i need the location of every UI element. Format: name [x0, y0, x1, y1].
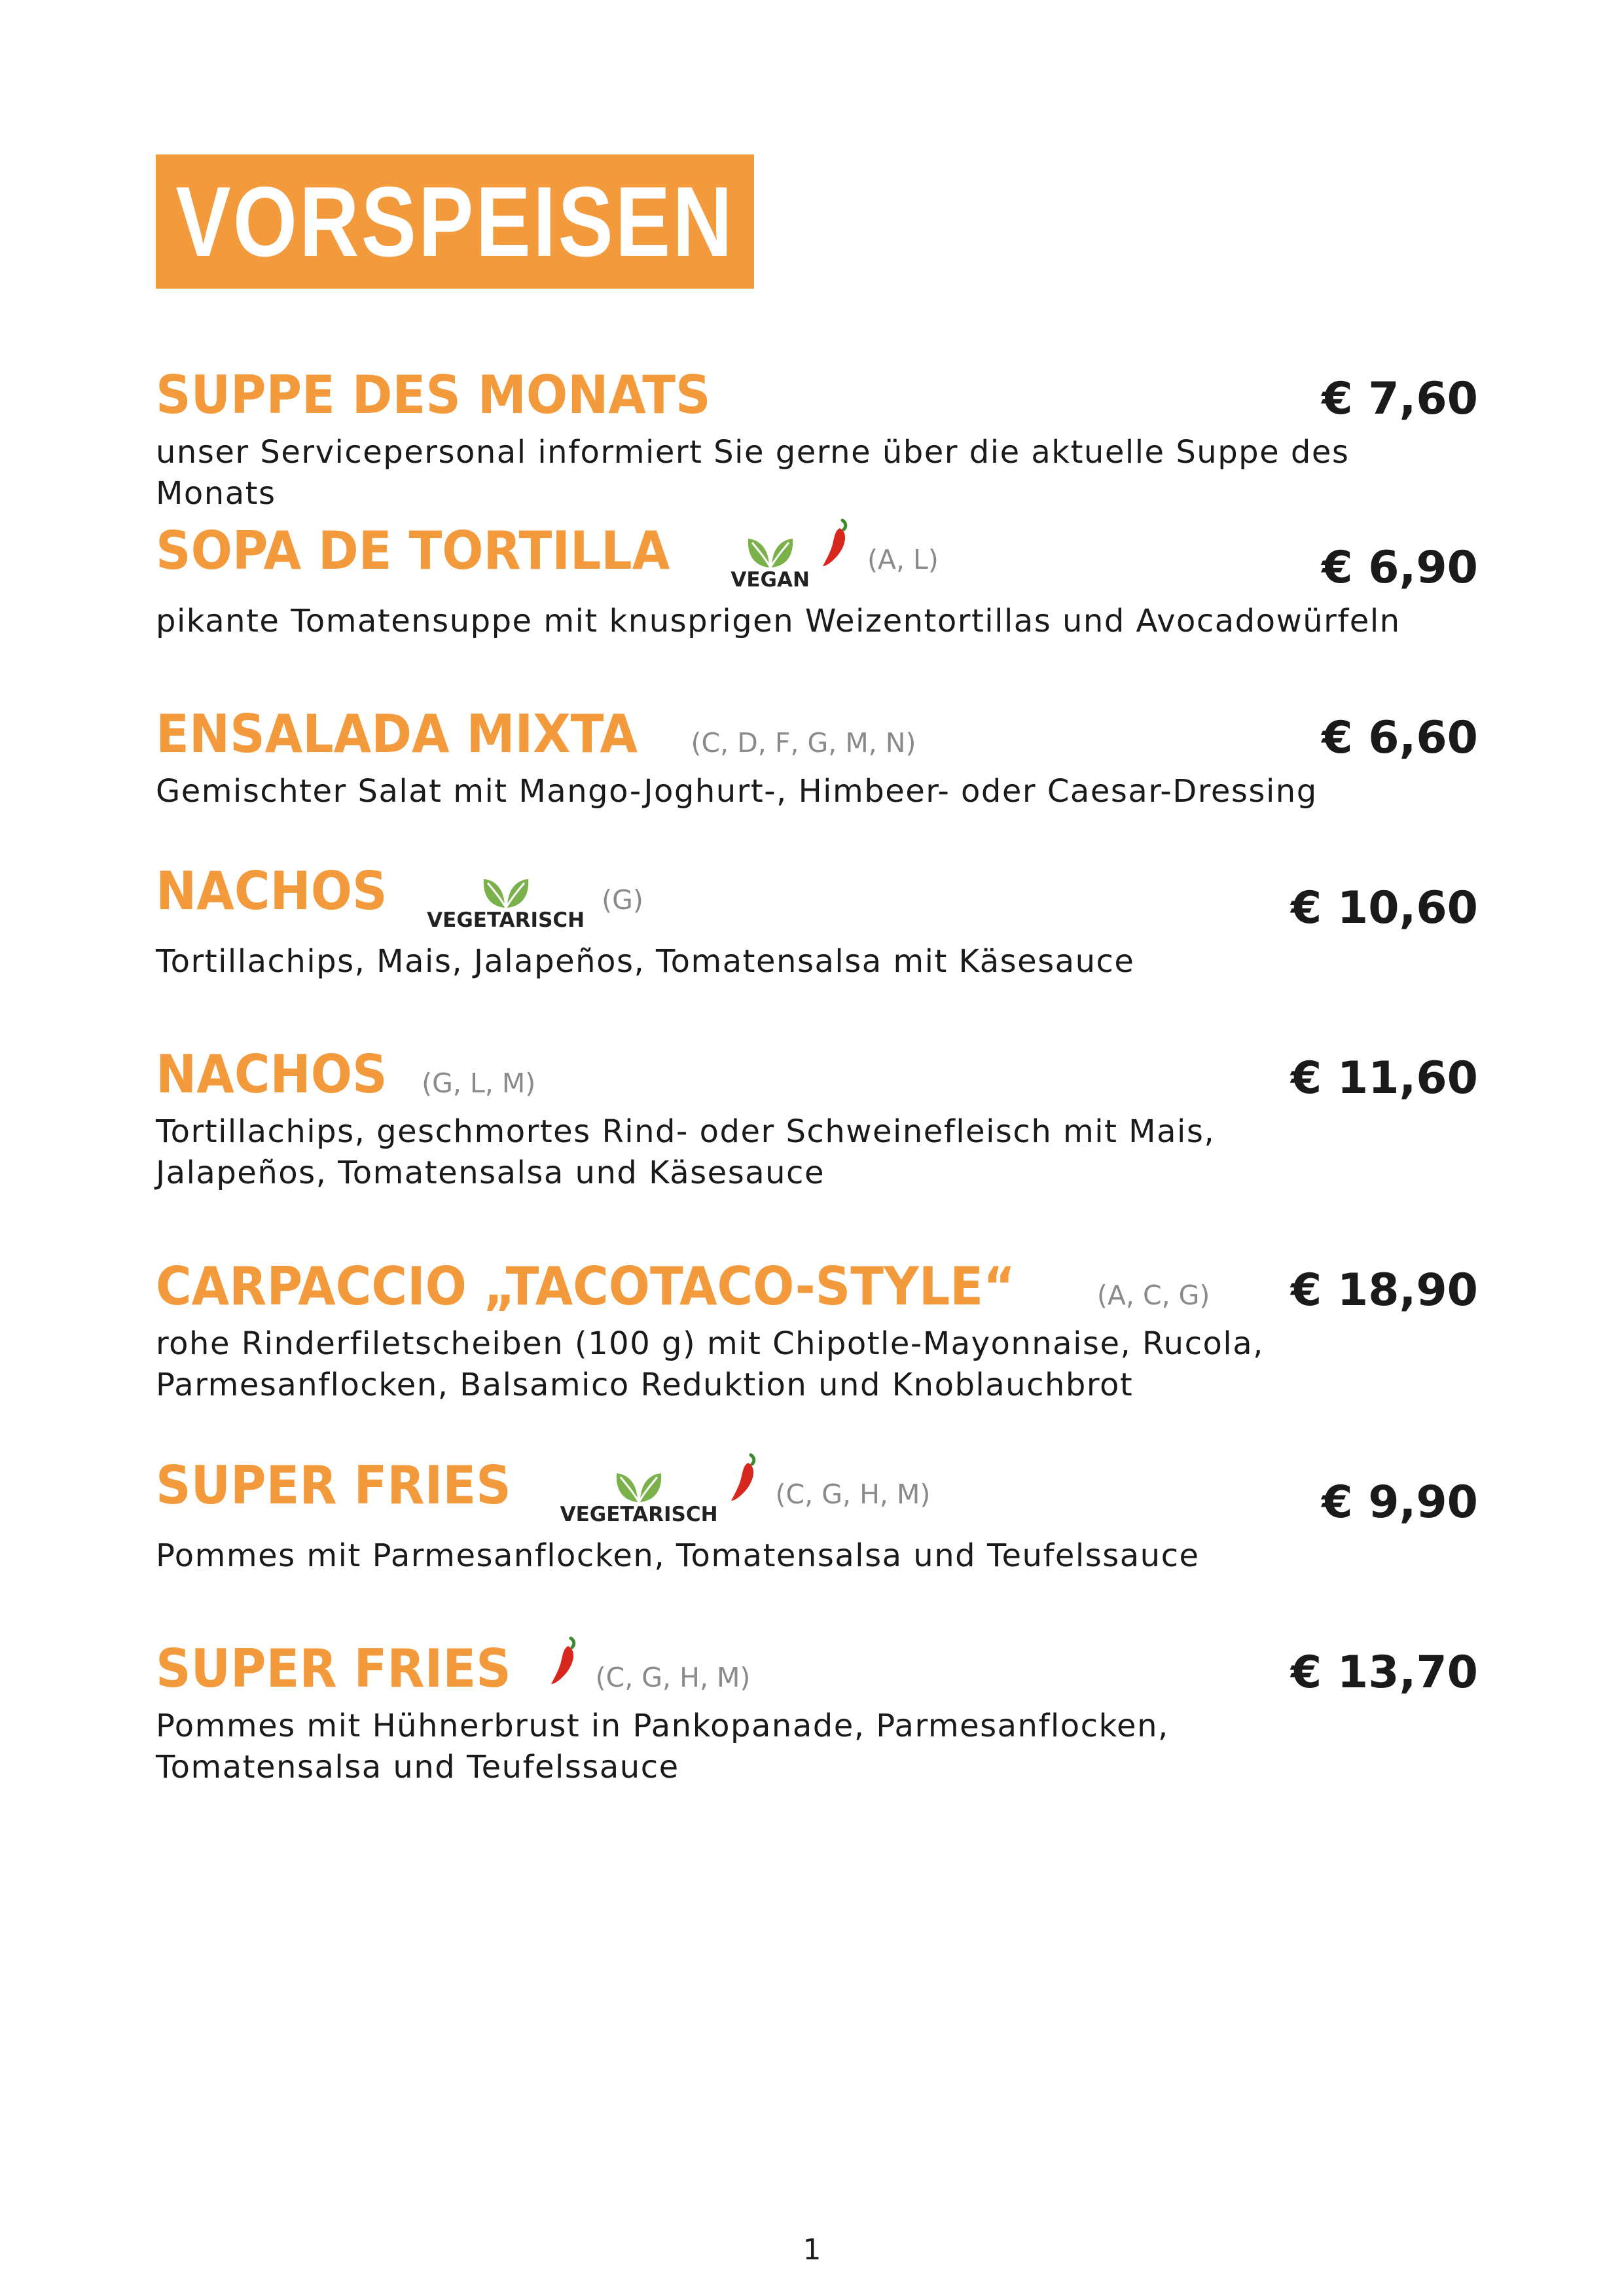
item-head — [156, 353, 1478, 425]
badge-label: VEGETARISCH — [427, 908, 585, 932]
vegetarian-badge — [560, 1469, 718, 1525]
item-description — [156, 1323, 1478, 1406]
item-price: € 18,90 — [1290, 1265, 1478, 1316]
item-name-row — [156, 1636, 751, 1699]
item-name-row — [156, 861, 643, 932]
item-head — [156, 1627, 1478, 1699]
item-head — [156, 1455, 1478, 1528]
description-line: Tomatensalsa und Teufelssauce — [156, 1749, 679, 1785]
leaf-icon — [744, 535, 797, 569]
allergen-codes: (C, G, H, M) — [775, 1479, 931, 1510]
allergen-codes: (A, C, G) — [1096, 1280, 1210, 1311]
chili-icon — [549, 1636, 579, 1689]
chili-icon — [820, 518, 850, 571]
item-name-row — [156, 518, 939, 590]
item-description: unser Servicepersonal informiert Sie gerne über die aktuelle Suppe des Monats — [156, 434, 1350, 512]
item-head — [156, 861, 1478, 934]
item-name: ENSALADA MIXTA — [156, 704, 638, 764]
description-line: Jalapeños, Tomatensalsa und Käsesauce — [156, 1155, 825, 1191]
description-line: Parmesanflocken, Balsamico Reduktion und Knoblauchbrot — [156, 1367, 1134, 1403]
item-price: € 9,90 — [1322, 1477, 1478, 1528]
leaf-icon — [480, 875, 532, 909]
description-line: Pommes mit Hühnerbrust in Pankopanade, Parmesanflocken, — [156, 1708, 1169, 1744]
item-price: € 6,90 — [1322, 542, 1478, 594]
chili-icon — [729, 1452, 759, 1506]
item-price: € 6,60 — [1322, 712, 1478, 764]
item-name: SUPPE DES MONATS — [156, 365, 711, 425]
item-name: NACHOS — [156, 861, 388, 922]
item-name: SUPER FRIES — [156, 1455, 511, 1516]
item-name-row — [156, 365, 752, 425]
item-name-row — [156, 1256, 1210, 1317]
allergen-codes: (C, D, F, G, M, N) — [691, 727, 916, 759]
item-name: SUPER FRIES — [156, 1638, 511, 1699]
item-head — [156, 1033, 1478, 1105]
menu-item-super-fries-huhn — [156, 1627, 1478, 1788]
item-name-row — [156, 1452, 930, 1525]
item-name-row — [156, 704, 916, 764]
item-name: SOPA DE TORTILLA — [156, 520, 670, 581]
allergen-codes: (A, L) — [867, 544, 939, 575]
item-description: pikante Tomatensuppe mit knusprigen Weizentortillas und Avocadowürfeln — [156, 603, 1401, 639]
allergen-codes: (C, G, H, M) — [595, 1662, 751, 1693]
menu-item-suppe-des-monats — [156, 353, 1478, 514]
item-name-row — [156, 1044, 536, 1105]
page-number: 1 — [803, 2233, 821, 2267]
menu-item-super-fries-vegetarisch — [156, 1457, 1478, 1577]
item-head — [156, 692, 1478, 764]
item-price: € 13,70 — [1290, 1647, 1478, 1698]
allergen-codes: (G, L, M) — [422, 1067, 536, 1099]
badge-label: VEGAN — [731, 568, 810, 592]
allergen-codes: (G) — [602, 884, 643, 916]
menu-item-nachos-fleisch — [156, 1033, 1478, 1194]
menu-item-carpaccio — [156, 1245, 1478, 1406]
item-description — [156, 1111, 1478, 1194]
vegan-badge — [731, 535, 810, 590]
vegetarian-badge — [427, 875, 585, 931]
leaf-icon — [613, 1469, 665, 1503]
menu-item-sopa-de-tortilla — [156, 522, 1478, 642]
item-description — [156, 1706, 1478, 1788]
menu-item-ensalada-mixta — [156, 692, 1478, 812]
section-header — [156, 154, 754, 289]
item-head — [156, 520, 1478, 594]
item-price: € 10,60 — [1290, 882, 1478, 934]
item-description: Gemischter Salat mit Mango-Joghurt-, Himbeer- oder Caesar-Dressing — [156, 773, 1318, 810]
menu-item-nachos-vegetarisch — [156, 863, 1478, 982]
item-name: CARPACCIO „TACOTACO-STYLE“ — [156, 1256, 1016, 1317]
item-price: € 7,60 — [1322, 373, 1478, 425]
description-line: Tortillachips, geschmortes Rind- oder Schweinefleisch mit Mais, — [156, 1113, 1216, 1150]
item-description: Pommes mit Parmesanflocken, Tomatensalsa und Teufelssauce — [156, 1537, 1200, 1574]
page-title: VORSPEISEN — [175, 166, 734, 278]
description-line: rohe Rinderfiletscheiben (100 g) mit Chipotle-Mayonnaise, Rucola, — [156, 1325, 1264, 1362]
badge-label: VEGETARISCH — [560, 1503, 718, 1526]
item-head — [156, 1245, 1478, 1317]
item-price: € 11,60 — [1290, 1052, 1478, 1104]
item-name: NACHOS — [156, 1044, 388, 1105]
item-description: Tortillachips, Mais, Jalapeños, Tomatensalsa mit Käsesauce — [156, 943, 1135, 980]
